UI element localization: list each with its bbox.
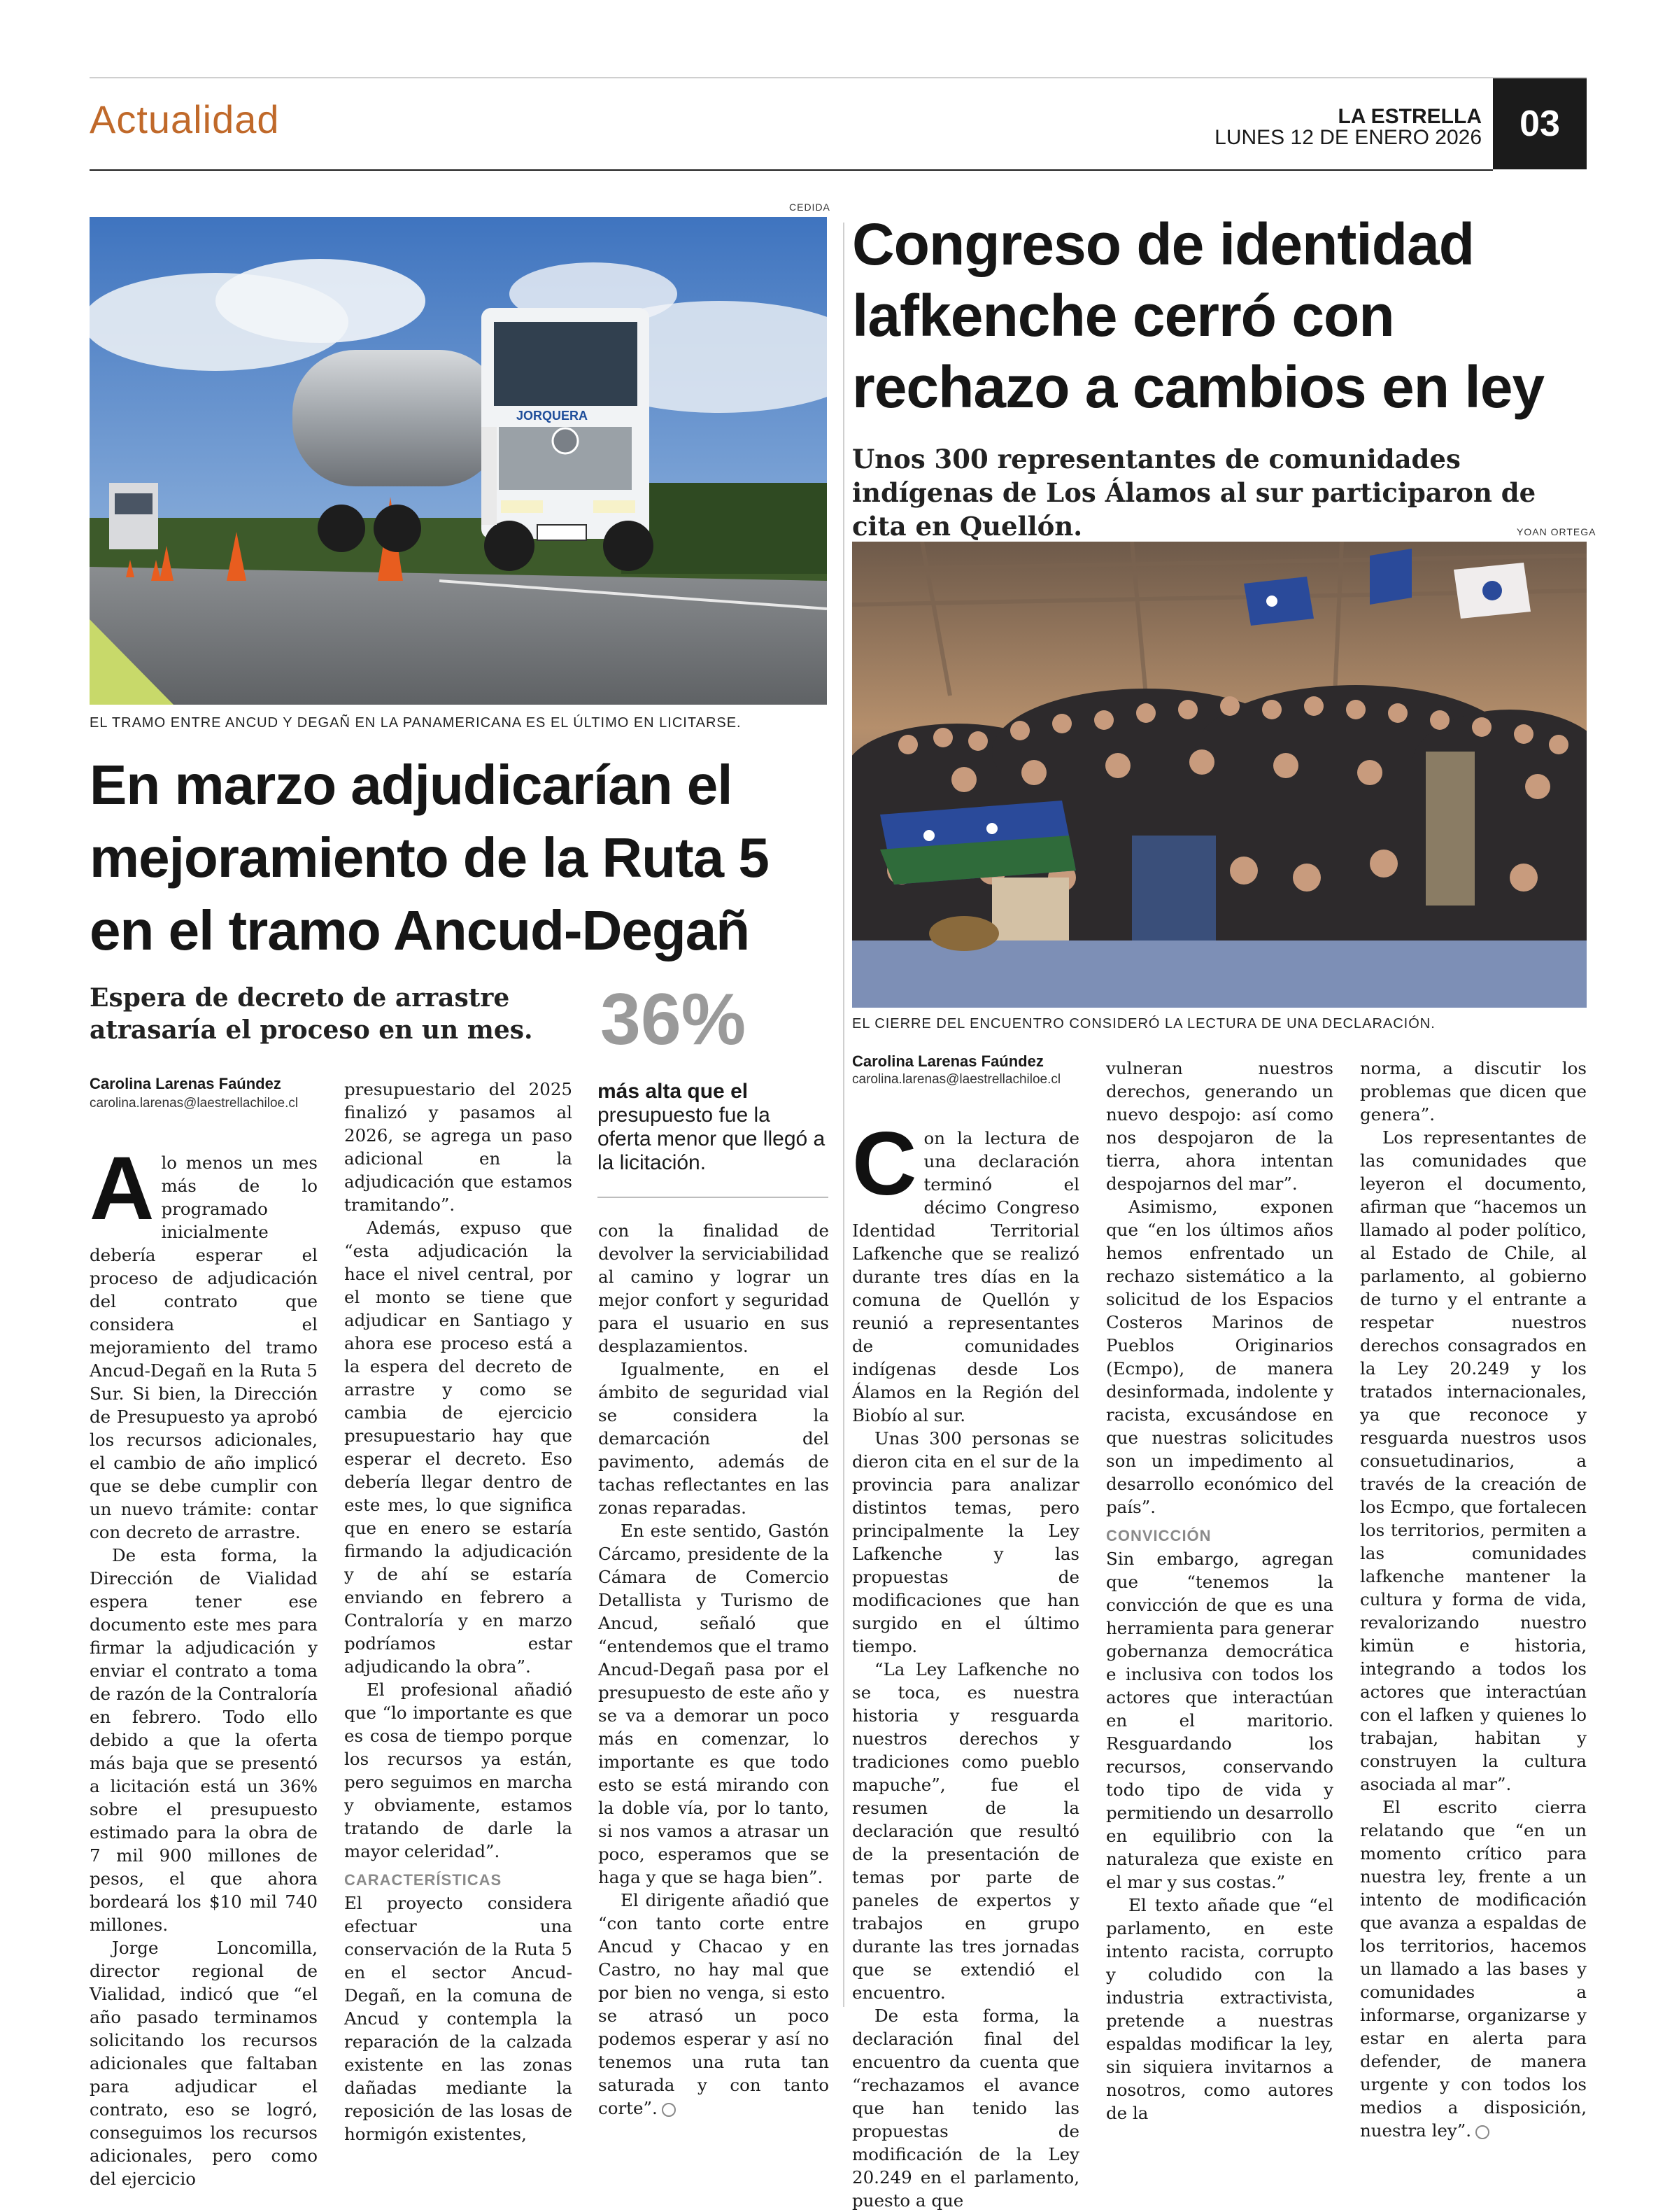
paragraph: De esta forma, la Dirección de Vialidad espera tener ese documento este mes para firmar la adjudicación y enviar el contrato a toma de razón de la Contraloría en febrero. Todo ello debido a que la oferta más baja que se presentó a licitación está un 36% sobre el presupuesto estimado para la obra de 7 mil 900 millones de pesos, el que ahora bordeará los $10 mil 740 millones.: [90, 1545, 318, 1935]
paragraph: vulneran nuestros derechos, generando un nuevo despojo: así como nos despojaron de la tierra, ahora intentan despojarnos del mar”.: [1106, 1058, 1333, 1194]
truck-photo: [90, 217, 827, 705]
photo-credit-right: YOAN ORTEGA: [1517, 526, 1596, 537]
paragraph: Con la lectura de una declaración terminó el décimo Congreso Identidad Territorial Lafkenche que se realizó durante tres días en la comuna de Quellón y reunió a representantes de comunidades indígenas desde Los Álamos en la Región del Biobío al sur.: [852, 1114, 1079, 1425]
right-body-col-1: [852, 1114, 1079, 2212]
paragraph: Alo menos un mes más de lo programado inicialmente debería esperar el proceso de adjudicación del contrato que considera el mejoramiento del tramo Ancud-Degañ en la Ruta 5 Sur. Si bien, la Dirección de Presupuesto ya aprobó los recursos adicionales, el cambio de año implicó que se debe cumplir con un nuevo trámite: contar con decreto de arrastre.: [90, 1139, 318, 1542]
paragraph: En este sentido, Gastón Cárcamo, presidente de la Cámara de Comercio Detallista y Turismo de Ancud, señaló que “entendemos que el tramo Ancud-Degañ pasa por el presupuesto de este año y se va a demorar un poco más en comenzar, lo importante es que todo esto se está mirando con la doble vía, por lo tanto, si nos vamos a atrasar un poco, esperamos que se haga y que se haga bien”.: [598, 1521, 829, 1887]
paragraph: El texto añade que “el parlamento, en este intento racista, corrupto y coludido con la industria extractivista, pretende a nuestras espaldas modificar la ley, sin siquiera invitarnos a nosotros, como autores de la: [1106, 1895, 1333, 2123]
paragraph: Los representantes de las comunidades que leyeron el documento, afirman que “hacemos un llamado al poder político, al Estado de Chile, al parlamento, al gobierno de turno y el entrante a respetar nuestros derechos consagrados en la Ley 20.249 y los tratados internacionales, ya que reconoce y resguarda nuestros usos consuetudinarios, a través de la creación de los Ecmpo, que fortalecen los territorios, permiten a las comunidades lafkenche mantener la cultura y forma de vida, revalorizando nuestro kimün e historia, integrando a todos los actores que interactúan con el lafken y quienes lo trabajan, habitan y construyen la cultura asociada al mar”.: [1360, 1127, 1587, 1794]
photo-credit-left: CEDIDA: [789, 202, 830, 213]
end-mark-icon: [1475, 2125, 1489, 2139]
subhead-left: CARACTERÍSTICAS: [344, 1871, 502, 1889]
paragraph: Unas 300 personas se dieron cita en el sur de la provincia para analizar distintos temas, pero principalmente la Ley Lafkenche y las propuestas de modificaciones que han surgido en el último tiempo.: [852, 1428, 1079, 1656]
paragraph: presupuestario del 2025 finalizó y pasamos al 2026, se agrega un paso adicional en la adjudicación que estamos tramitando”.: [344, 1079, 572, 1215]
deck-left: Espera de decreto de arrastre atrasaría el proceso en un mes.: [90, 983, 533, 1045]
paragraph: con la finalidad de devolver la serviciabilidad al camino y lograr un mejor confort y seguridad para el usuario en sus desplazamientos.: [598, 1220, 829, 1356]
truck-label: JORQUERA: [516, 409, 588, 423]
highlight-number: 36%: [600, 979, 746, 1060]
email-left: carolina.larenas@laestrellachiloe.cl: [90, 1096, 299, 1111]
header-top-rule: [90, 77, 1587, 78]
paper-date: LUNES 12 DE ENERO 2026: [1214, 126, 1482, 149]
photo-caption-right: EL CIERRE DEL ENCUENTRO CONSIDERÓ LA LECTURA DE UNA DECLARACIÓN.: [852, 1016, 1436, 1031]
congress-photo: [852, 542, 1587, 1008]
author-right: Carolina Larenas Faúndez: [852, 1052, 1044, 1070]
congress-photo-illustration: [852, 542, 1587, 1008]
section-title: Actualidad: [90, 97, 280, 141]
headline-right: Congreso de identidad lafkenche cerró con rechazo a cambios en ley: [852, 211, 1545, 420]
paragraph: Además, expuso que “esta adjudicación la hace el nivel central, por el monto se tiene que adjudicar en Santiago y ahora ese proceso está a la espera del decreto de arrastre y como se cambia de ejercicio presupuestario hay que esperar el decreto. Eso debería llegar dentro de este mes, lo que significa que en enero se estaría firmando la adjudicación y de ahí se estaría enviando en febrero a Contraloría y en marzo podríamos estar adjudicando la obra”.: [344, 1218, 572, 1677]
email-right: carolina.larenas@laestrellachiloe.cl: [852, 1072, 1061, 1087]
dropcap-right: C: [852, 1114, 917, 1214]
paragraph: El dirigente añadió que “con tanto corte entre Ancud y Chacao y en Castro, no hay mal que por bien no venga, si esto se atrasó un poco podemos esperar y así no tenemos una ruta tan saturada y con tanto corte”.: [598, 1890, 829, 2118]
paragraph: Sin embargo, agregan que “tenemos la convicción de que es una herramienta para generar gobernanza democrática e inclusiva con todos los actores que interactúan en el maritorio. Resguardando los recursos, conservando todo tipo de vida y permitiendo un desarrollo en equilibrio con la naturaleza que existe en el mar y sus costas.”: [1106, 1549, 1333, 1892]
highlight-bold: más alta que el: [597, 1080, 749, 1103]
highlight-caption: [597, 1080, 828, 1175]
right-body-col-2: [1106, 1057, 1333, 2125]
column-divider: [843, 223, 844, 2007]
paragraph: El profesional añadió que “lo importante es que es cosa de tiempo porque los recursos ya están, pero seguimos en marcha y obviamente, estamos tratando de darle la mayor celeridad”.: [344, 1679, 572, 1861]
photo-caption-left: EL TRAMO ENTRE ANCUD Y DEGAÑ EN LA PANAMERICANA ES EL ÚLTIMO EN LICITARSE.: [90, 715, 742, 731]
truck-photo-illustration: [90, 217, 827, 705]
highlight-rule: [597, 1197, 828, 1198]
paragraph: El escrito cierra relatando que “en un momento crítico para nuestra ley, frente a un intento de modificación que avanza a espaldas de los territorios, hacemos un llamado a las bases y comunidades a informarse, organizarse y estar en alerta para defender, de manera urgente y con todos los medios a disposición, nuestra ley”.: [1360, 1797, 1587, 2141]
paragraph: El proyecto considera efectuar una conservación de la Ruta 5 en el sector Ancud-Degañ, en la comuna de Ancud y contempla la reparación de la calzada existente en las zonas dañadas mediante la reposición de las losas de hormigón existentes,: [344, 1893, 572, 2144]
left-body-col-3: [598, 1219, 829, 2120]
header-bottom-rule: [90, 169, 1493, 171]
dropcap-left: A: [90, 1139, 155, 1239]
right-body-col-3: [1360, 1057, 1587, 2142]
paragraph: norma, a discutir los problemas que dicen que genera”.: [1360, 1058, 1587, 1125]
paragraph: Jorge Loncomilla, director regional de Vialidad, indicó que “el año pasado terminamos solicitando los recursos adicionales que faltaban para adjudicar el contrato, eso se logró, conseguimos los recursos adicionales, pero como del ejercicio: [90, 1938, 318, 2189]
paragraph: Igualmente, en el ámbito de seguridad vial se considera la demarcación del pavimento, además de tachas reflectantes en las zonas reparadas.: [598, 1359, 829, 1518]
highlight-text: presupuesto fue la oferta menor que llegó a la licitación.: [597, 1104, 826, 1174]
paragraph: De esta forma, la declaración final del encuentro da cuenta que “rechazamos el avance que han tenido las propuestas de modificación de la Ley 20.249 en el parlamento, puesto a que: [852, 2006, 1079, 2211]
headline-left: En marzo adjudicarían el mejoramiento de la Ruta 5 en el tramo Ancud-Degañ: [90, 754, 769, 961]
left-body-col-2: [344, 1078, 572, 2146]
paragraph: Asimismo, exponen que “en los últimos años hemos enfrentado un rechazo sistemático a la solicitud de los Espacios Costeros Marinos de Pueblos Originarios (Ecmpo), de manera desinformada, indolente y racista, excusándose en que nuestras solicitudes son un impedimento al desarrollo económico del país”.: [1106, 1197, 1333, 1517]
subhead-right: CONVICCIÓN: [1106, 1527, 1212, 1544]
end-mark-icon: [662, 2103, 676, 2117]
deck-right: Unos 300 representantes de comunidades indígenas de Los Álamos al sur participaron de cita en Quellón.: [852, 444, 1536, 542]
page-number: 03: [1493, 78, 1587, 169]
paper-name: LA ESTRELLA: [1338, 105, 1482, 128]
paragraph: “La Ley Lafkenche no se toca, es nuestra historia y resguarda nuestros derechos y tradiciones como pueblo mapuche”, fue el resumen de la declaración que resultó de la presentación de temas por parte de paneles de expertos y trabajos en grupo durante las tres jornadas que se extendió el encuentro.: [852, 1659, 1079, 2003]
left-body-col-1: [90, 1139, 318, 2190]
author-left: Carolina Larenas Faúndez: [90, 1075, 281, 1092]
